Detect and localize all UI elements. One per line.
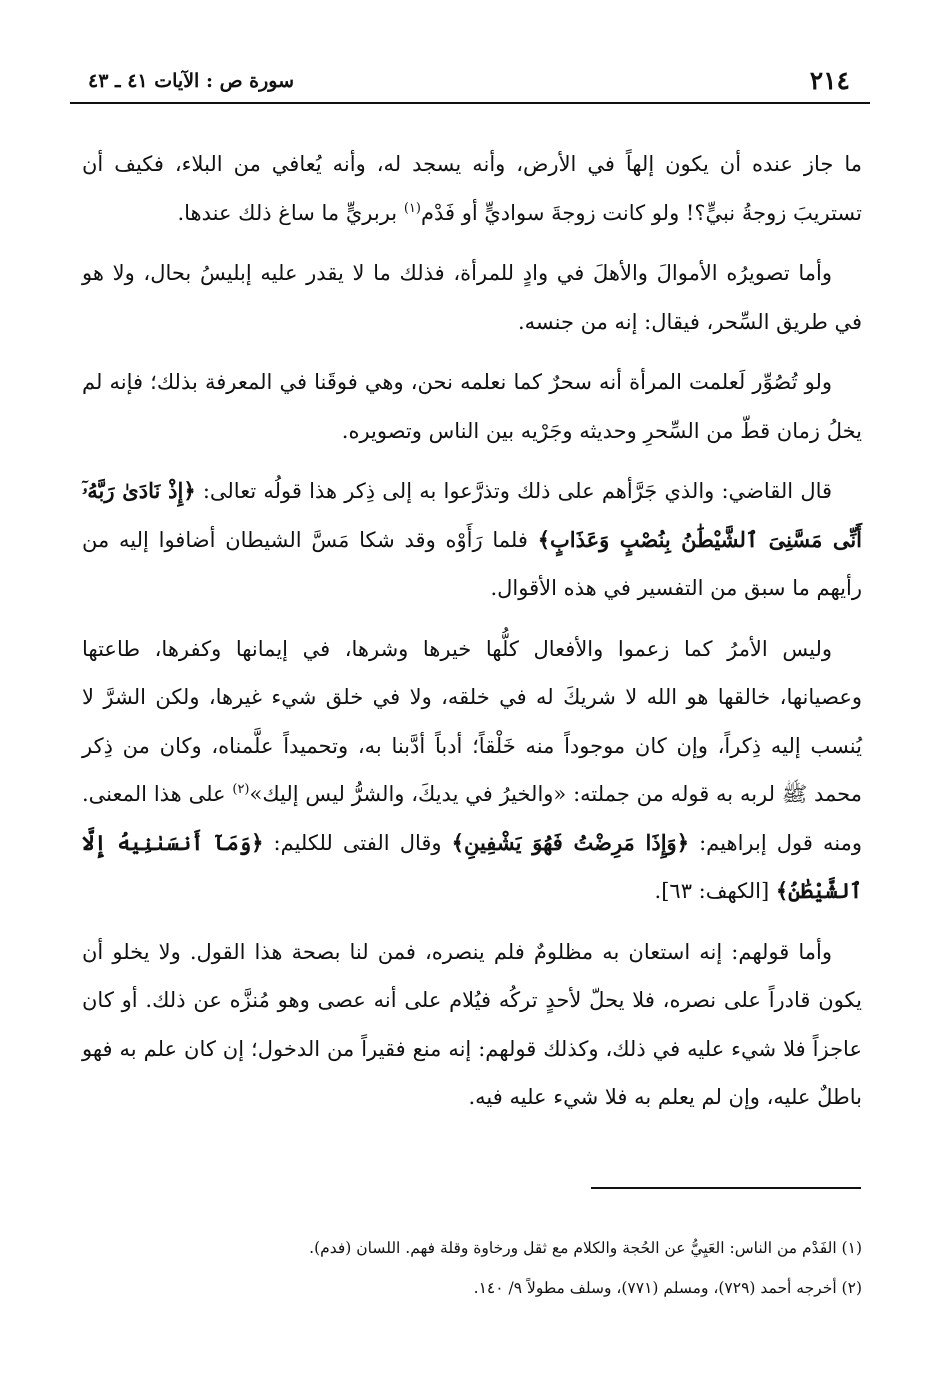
text-run: وليس الأمرُ كما زعموا والأفعال كلُّها خيرها وشرها، في إيمانها وكفرها، طاعتها وعصيانها، خالقها هو الله لا شريكَ له في خلقه، ولا في خلق شيء غيرها، ولكن الشرَّ لا يُنسب إليه ذِكراً، وإن كان موجوداً منه خَلْقاً؛ أدباً أدَّبنا به، وتحميداً علَّمناه، وكان من ذِكر محمد ﷺ لربه به قوله من جملته: «والخيرُ في يديكَ، والشرُّ ليس إليك»	[82, 636, 862, 806]
quran-verse: ﴿إِذْ نَادَىٰ رَبَّهُۥٓ أَنِّى مَسَّنِىَ ٱلشَّيْطَٰنُ بِنُصْبٍ وَعَذَابٍ﴾	[82, 478, 862, 552]
text-run: ما جاز عنده أن يكون إلهاً في الأرض، وأنه يسجد له، وأنه يُعافي من البلاء، فكيف أن تستريبَ زوجةُ نبيٍّ؟! ولو كانت زوجةَ سواديٍّ أو فَدْم	[82, 152, 862, 225]
paragraph	[82, 358, 862, 455]
footnote-1: (١) الفَدْم من الناس: العَيِيُّ عن الحُجة والكلام مع ثقل ورخاوة وقلة فهم. اللسان (فدم).	[309, 1239, 862, 1257]
text-run: على هذا المعنى. ومنه قول إبراهيم:	[82, 782, 862, 855]
paragraph	[82, 249, 862, 346]
text-run: قال القاضي: والذي جَرَّأهم على ذلك وتذرَّعوا به إلى ذِكر هذا قولُه تعالى:	[195, 479, 833, 503]
text-run: بربريٍّ ما ساغ ذلك عندها.	[177, 200, 404, 225]
text-run: وأما قولهم: إنه استعان به مظلومٌ فلم ينصره، فمن لنا بصحة هذا القول. ولا يخلو أن يكون قادراً على نصره، فلا يحلّ لأحدٍ تركُه فيُلام على أنه عصى وهو مُنزَّه عن ذلك. أو كان عاجزاً فلا شيء عليه في ذلك، وكذلك قولهم: إنه منع فقيراً من الدخول؛ إن كان علم به فهو باطلٌ عليه، وإن لم يعلم به فلا شيء عليه فيه.	[82, 939, 862, 1109]
paragraph	[82, 928, 862, 1122]
main-text	[82, 140, 862, 1122]
text-run: وقال الفتى للكليم:	[263, 830, 452, 855]
footnotes	[150, 1228, 862, 1308]
quran-verse: ﴿وَمَآ أَنسَىٰنِيهُ إِلَّا ٱلشَّيْطَٰنُ﴾	[82, 829, 862, 903]
footnote-ref-2: (٢)	[232, 782, 250, 797]
page-header	[70, 64, 870, 104]
running-title: سورة ص : الآيات ٤١ ـ ٤٣	[88, 70, 295, 92]
text-run: وأما تصويرُه الأموالَ والأهلَ في وادٍ للمرأة، فذلك ما لا يقدر عليه إبليسُ بحال، ولا هو في طريق السِّحر، فيقال: إنه من جنسه.	[82, 261, 862, 334]
text-run: فلما رَأَوْه وقد شكا مَسَّ الشيطان أضافوا إليه من رأيهم ما سبق من التفسير في هذه الأقوال.	[82, 527, 862, 600]
text-run: ولو تُصُوِّر لَعلمت المرأة أنه سحرٌ كما نعلمه نحن، وهي فوقَنا في المعرفة بذلك؛ فإنه لم يخلُ زمان قطّ من السِّحرِ وحديثه وجَرْيه بين الناس وتصويره.	[82, 370, 862, 443]
page-number: ٢١٤	[809, 66, 850, 95]
paragraph	[82, 467, 862, 613]
paragraph	[82, 625, 862, 916]
footnote-divider	[591, 1187, 861, 1189]
footnote-2: (٢) أخرجه أحمد (٧٢٩)، ومسلم (٧٧١)، وسلف مطولاً ٩/ ١٤٠.	[473, 1279, 862, 1297]
paragraph	[82, 140, 862, 237]
text-run: [الكهف: ٦٣].	[654, 879, 776, 903]
quran-verse: ﴿وَإِذَا مَرِضْتُ فَهُوَ يَشْفِينِ﴾	[451, 829, 690, 855]
footnote-ref-1: (١)	[403, 200, 421, 216]
